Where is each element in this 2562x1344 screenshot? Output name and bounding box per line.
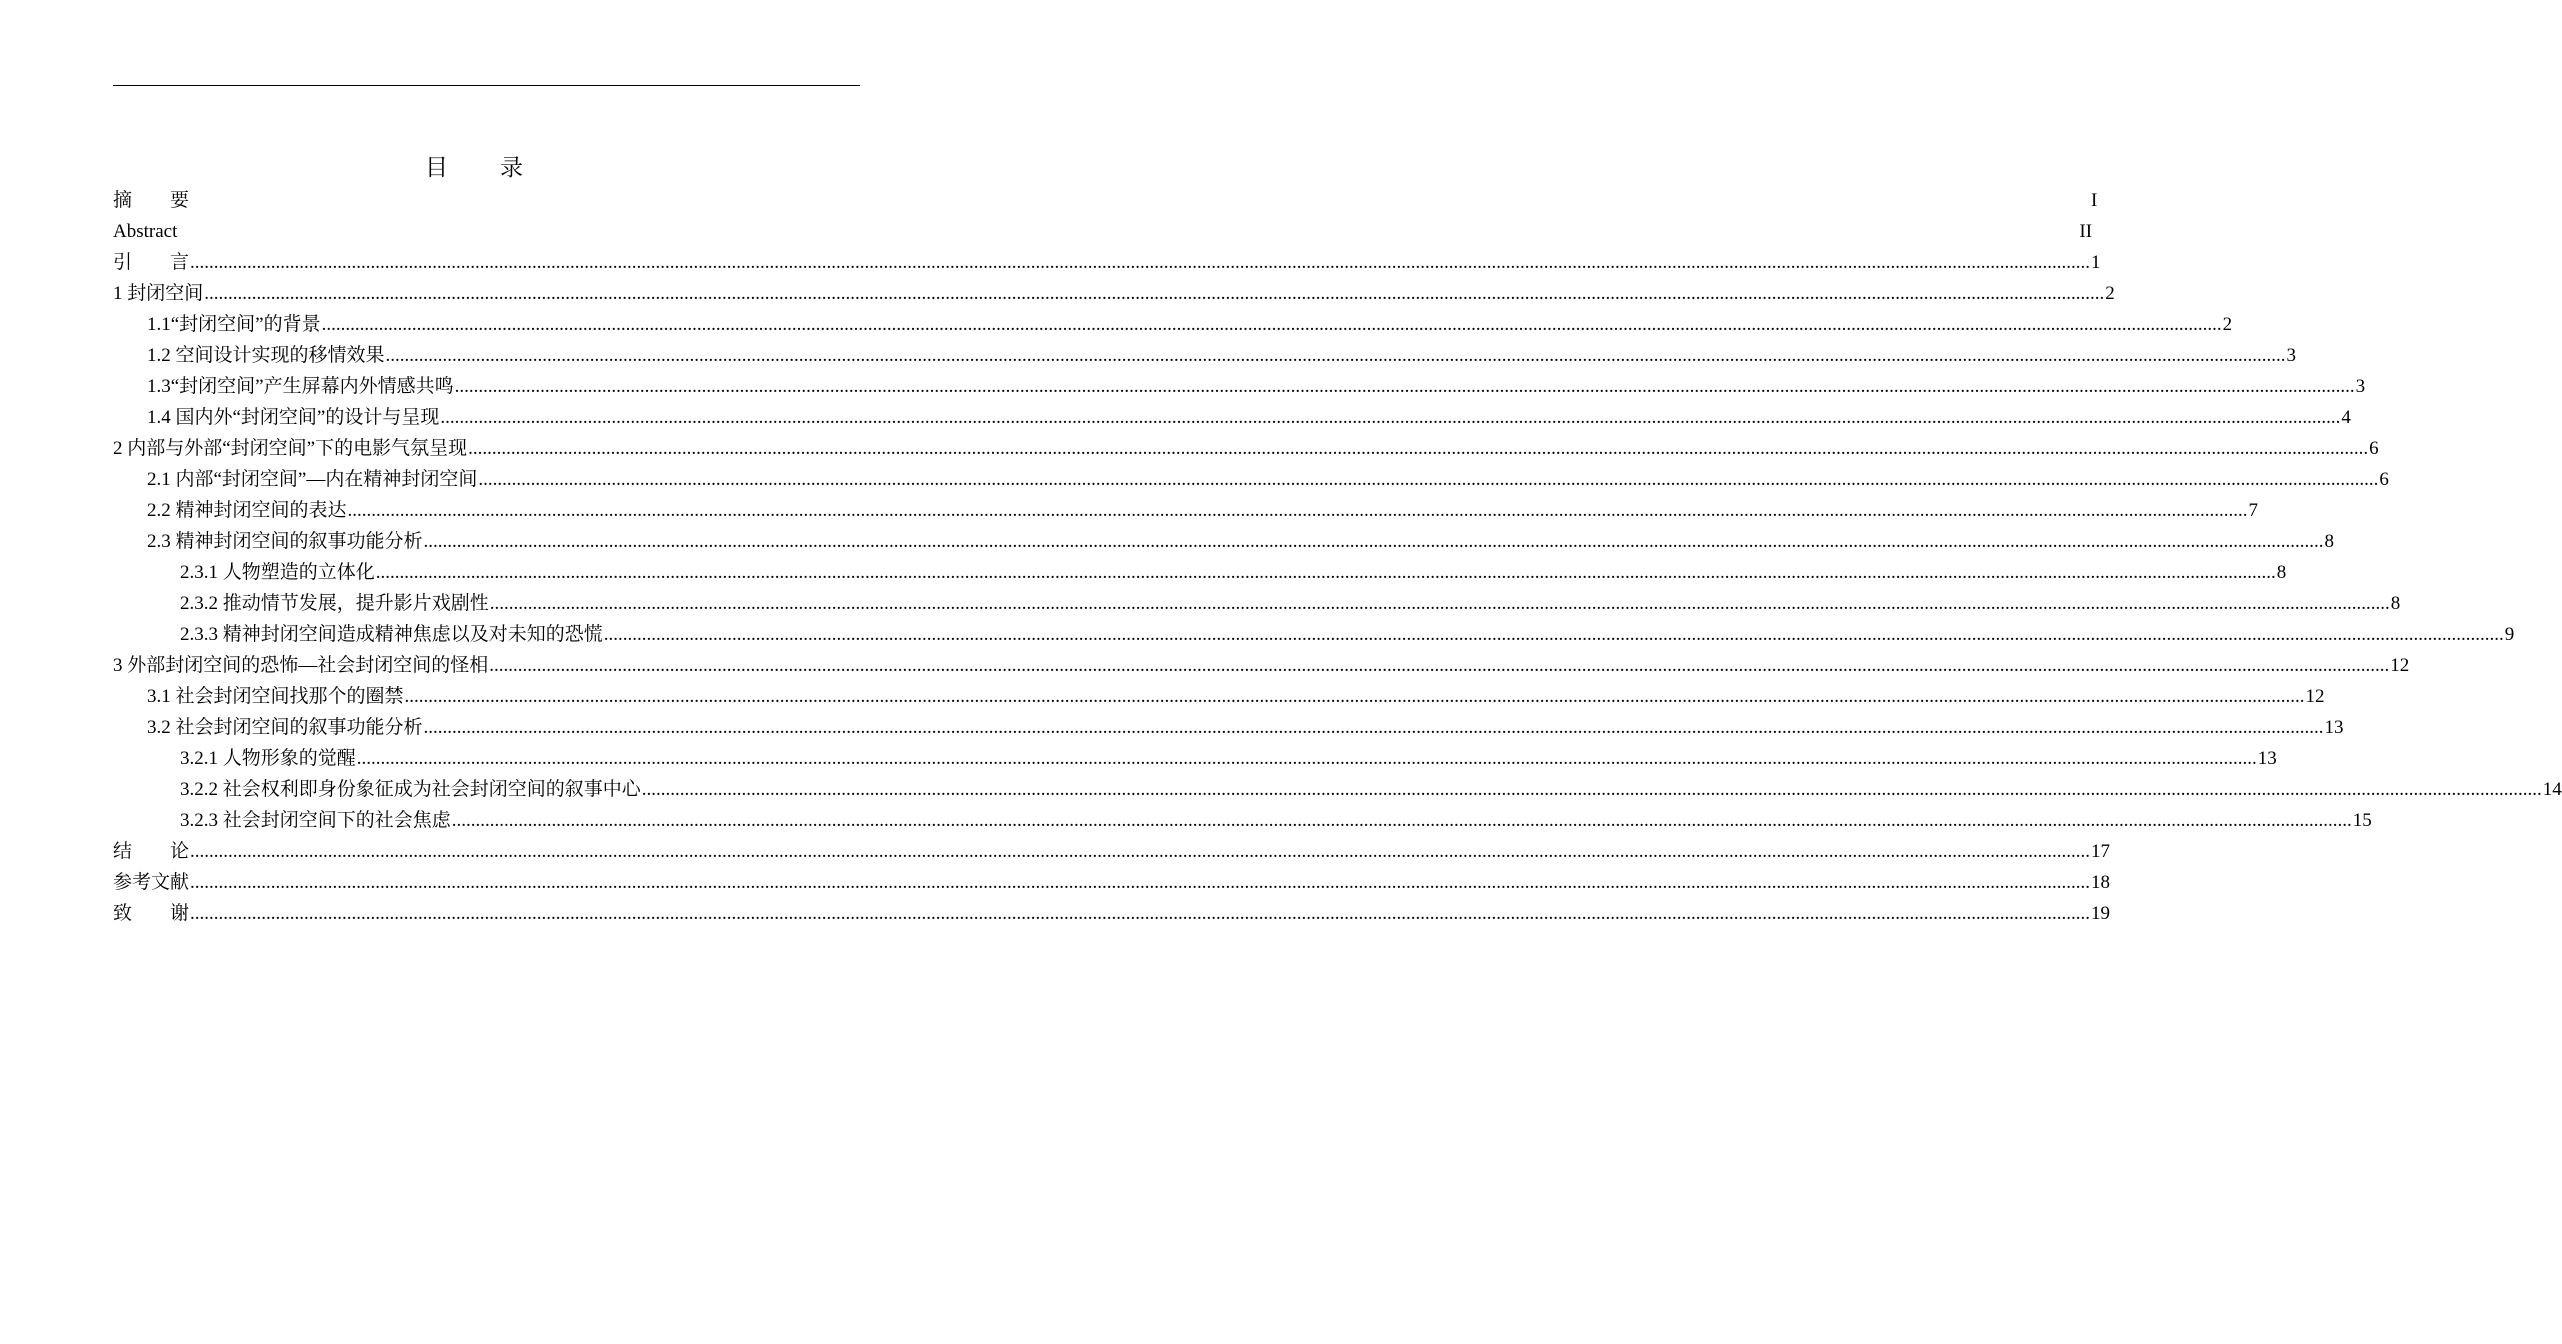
toc-entry[interactable] (113, 681, 2325, 712)
toc-entry-label: 致 谢 (113, 903, 190, 924)
toc-entry[interactable] (113, 185, 2098, 216)
dot-leader: ................................................................................................................................................................................................................................................................................................................................................................................................................ (385, 345, 2286, 366)
toc-entry[interactable] (113, 650, 2410, 681)
toc-entry-label: Abstract (113, 221, 178, 242)
toc-entry-page-number: 1 (2091, 252, 2101, 273)
toc-entry-page-number: 3 (2286, 345, 2297, 366)
toc-entry-page-number: 2 (2105, 283, 2115, 304)
toc-entry[interactable] (113, 867, 2111, 898)
toc-entry-label: 2.3.3 精神封闭空间造成精神焦虑以及对未知的恐慌 (180, 624, 603, 645)
dot-leader: ................................................................................................................................................................................................................................................................................................................................................................................................................ (489, 655, 2390, 676)
toc-entry-label: 1.4 国内外“封闭空间”的设计与呈现 (147, 407, 440, 428)
toc-entry-label: 2.3.1 人物塑造的立体化 (180, 562, 375, 583)
toc-entry-page-number: 12 (2305, 686, 2325, 707)
toc-entry[interactable] (113, 743, 2277, 774)
toc-entry[interactable] (113, 712, 2344, 743)
toc-entry-label: 1.1“封闭空间”的背景 (147, 314, 321, 335)
dot-leader: ................................................................................................................................................................................................................................................................................................................................................................................................................ (423, 531, 2324, 552)
dot-leader: ................................................................................................................................................................................................................................................................................................................................................................................................................ (356, 748, 2257, 769)
toc-entry[interactable] (113, 433, 2379, 464)
toc-entry-page-number: 2 (2222, 314, 2233, 335)
dot-leader: ................................................................................................................................................................................................................................................................................................................................................................................................................ (347, 500, 2248, 521)
toc-entry-page-number: 15 (2352, 810, 2372, 831)
header-rule (113, 85, 860, 86)
toc-entry-page-number: 7 (2248, 500, 2259, 521)
toc-entry-page-number: 19 (2091, 903, 2111, 924)
toc-entry[interactable] (113, 774, 2562, 805)
toc-entry-label: 3.2.1 人物形象的觉醒 (180, 748, 356, 769)
toc-entry[interactable] (113, 278, 2115, 309)
toc-entry[interactable] (113, 588, 2401, 619)
toc-entry-page-number: 4 (2341, 407, 2351, 428)
dot-leader: ................................................................................................................................................................................................................................................................................................................................................................................................................ (321, 314, 2222, 335)
toc-entry-label: 摘 要 (113, 190, 190, 211)
toc-entry-label: 2.3.2 推动情节发展，提升影片戏剧性 (180, 593, 489, 614)
toc-entry-label: 3.2.2 社会权利即身份象征成为社会封闭空间的叙事中心 (180, 779, 641, 800)
dot-leader: ................................................................................................................................................................................................................................................................................................................................................................................................................ (468, 438, 2369, 459)
toc-entry-page-number: 8 (2276, 562, 2287, 583)
toc-entry-label: 3.2 社会封闭空间的叙事功能分析 (147, 717, 423, 738)
toc-list (113, 185, 2562, 929)
toc-entry-page-number: 6 (2369, 438, 2379, 459)
toc-entry-label: 参考文献 (113, 872, 190, 893)
toc-entry-page-number: 13 (2257, 748, 2277, 769)
toc-entry-page-number: I (2091, 190, 2098, 211)
dot-leader: ................................................................................................................................................................................................................................................................................................................................................................................................................ (190, 872, 2091, 893)
toc-entry[interactable] (113, 216, 2093, 247)
dot-leader: ................................................................................................................................................................................................................................................................................................................................................................................................................ (440, 407, 2341, 428)
toc-entry-label: 3 外部封闭空间的恐怖—社会封闭空间的怪相 (113, 655, 489, 676)
dot-leader: ................................................................................................................................................................................................................................................................................................................................................................................................................ (190, 841, 2091, 862)
dot-leader: ................................................................................................................................................................................................................................................................................................................................................................................................................ (404, 686, 2305, 707)
toc-entry[interactable] (113, 402, 2351, 433)
toc-entry-label: 3.2.3 社会封闭空间下的社会焦虑 (180, 810, 451, 831)
dot-leader: ................................................................................................................................................................................................................................................................................................................................................................................................................ (454, 376, 2355, 397)
toc-entry-label: 2.2 精神封闭空间的表达 (147, 500, 347, 521)
toc-entry[interactable] (113, 309, 2233, 340)
toc-entry-label: 1.3“封闭空间”产生屏幕内外情感共鸣 (147, 376, 454, 397)
toc-entry-label: 结 论 (113, 841, 190, 862)
page-title: 目 录 (425, 155, 525, 180)
toc-entry-page-number: 9 (2504, 624, 2515, 645)
dot-leader: ................................................................................................................................................................................................................................................................................................................................................................................................................ (478, 469, 2379, 490)
toc-entry[interactable] (113, 464, 2389, 495)
toc-entry[interactable] (113, 557, 2287, 588)
toc-entry-page-number: 14 (2542, 779, 2562, 800)
toc-entry-page-number: 8 (2390, 593, 2401, 614)
dot-leader: ................................................................................................................................................................................................................................................................................................................................................................................................................ (451, 810, 2352, 831)
toc-entry[interactable] (113, 247, 2101, 278)
dot-leader: ................................................................................................................................................................................................................................................................................................................................................................................................................ (190, 903, 2091, 924)
toc-entry-label: 1 封闭空间 (113, 283, 204, 304)
dot-leader: ................................................................................................................................................................................................................................................................................................................................................................................................................ (641, 779, 2542, 800)
toc-entry-label: 引 言 (113, 252, 190, 273)
dot-leader: ................................................................................................................................................................................................................................................................................................................................................................................................................ (190, 252, 2091, 273)
dot-leader: ................................................................................................................................................................................................................................................................................................................................................................................................................ (423, 717, 2324, 738)
dot-leader: ................................................................................................................................................................................................................................................................................................................................................................................................................ (204, 283, 2105, 304)
toc-entry-label: 3.1 社会封闭空间找那个的圈禁 (147, 686, 404, 707)
toc-entry[interactable] (113, 495, 2259, 526)
toc-entry-label: 2 内部与外部“封闭空间”下的电影气氛呈现 (113, 438, 468, 459)
toc-entry-page-number: 12 (2390, 655, 2410, 676)
toc-entry-label: 2.1 内部“封闭空间”—内在精神封闭空间 (147, 469, 478, 490)
toc-entry-page-number: II (2079, 221, 2093, 242)
toc-entry[interactable] (113, 526, 2335, 557)
toc-entry-page-number: 18 (2091, 872, 2111, 893)
dot-leader: ................................................................................................................................................................................................................................................................................................................................................................................................................ (603, 624, 2504, 645)
toc-entry-page-number: 8 (2324, 531, 2335, 552)
toc-entry[interactable] (113, 805, 2372, 836)
toc-entry[interactable] (113, 619, 2515, 650)
dot-leader: ................................................................................................................................................................................................................................................................................................................................................................................................................ (489, 593, 2390, 614)
toc-entry[interactable] (113, 836, 2111, 867)
dot-leader: ................................................................................................................................................................................................................................................................................................................................................................................................................ (375, 562, 2276, 583)
toc-entry-label: 2.3 精神封闭空间的叙事功能分析 (147, 531, 423, 552)
toc-entry[interactable] (113, 898, 2111, 929)
toc-entry[interactable] (113, 371, 2366, 402)
toc-entry-page-number: 6 (2379, 469, 2389, 490)
toc-entry[interactable] (113, 340, 2297, 371)
toc-entry-label: 1.2 空间设计实现的移情效果 (147, 345, 385, 366)
toc-entry-page-number: 3 (2355, 376, 2366, 397)
toc-entry-page-number: 13 (2324, 717, 2344, 738)
toc-entry-page-number: 17 (2091, 841, 2111, 862)
